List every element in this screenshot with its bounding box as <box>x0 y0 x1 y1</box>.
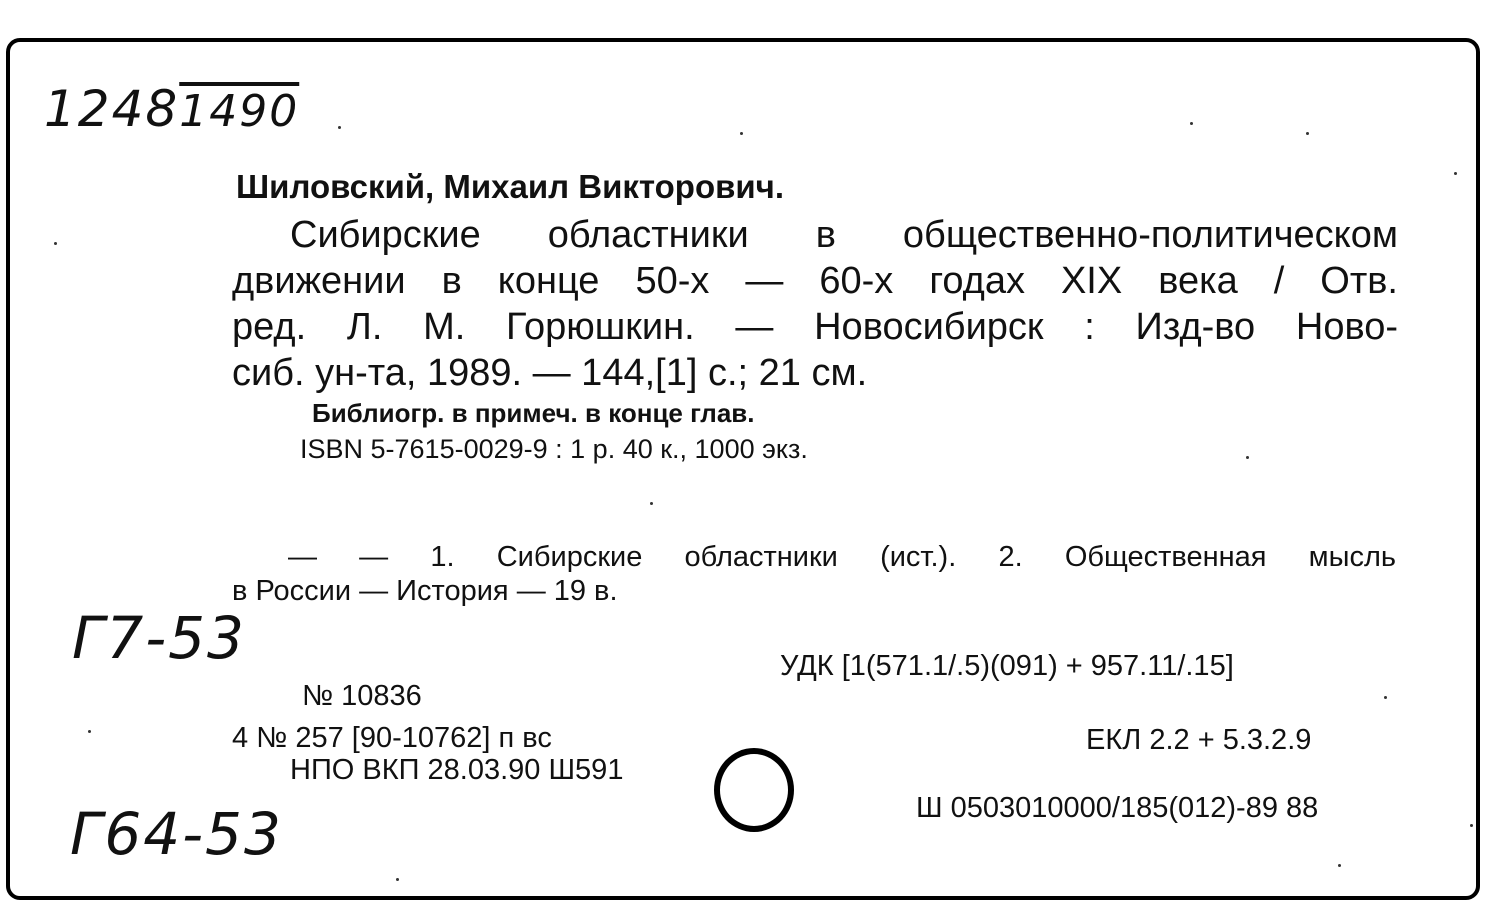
title-line: движении в конце 50-х — 60-х годах XIX века / Отв. <box>232 260 1398 302</box>
speck <box>88 730 91 733</box>
catalog-card <box>6 38 1480 900</box>
npo-line: НПО ВКП 28.03.90 Ш591 <box>290 754 624 786</box>
subject-line: в России — История — 19 в. <box>232 575 618 607</box>
speck <box>1454 172 1457 175</box>
author-name: Шиловский, Михаил Викторович. <box>236 168 785 205</box>
handwritten-number: 1248 <box>44 80 180 138</box>
speck <box>1246 456 1249 459</box>
title-line: Сибирские областники в общественно-политическом <box>290 214 1398 256</box>
handwritten-shelfmark: Г7-53 <box>72 604 246 672</box>
title-line: сиб. ун-та, 1989. — 144,[1] с.; 21 см. <box>232 352 868 394</box>
handwritten-inventory-number <box>44 80 299 138</box>
punch-hole-circle <box>714 748 794 832</box>
udk-code: УДК [1(571.1/.5)(091) + 957.11/.15] <box>780 650 1234 682</box>
speck <box>396 878 399 881</box>
speck <box>650 502 653 505</box>
order-line: 4 № 257 [90-10762] п вс <box>232 722 552 754</box>
handwritten-shelfmark: Г64-53 <box>70 800 283 868</box>
speck <box>338 126 341 129</box>
card-number: № 10836 <box>302 680 422 712</box>
speck <box>1190 122 1193 125</box>
speck <box>1470 824 1473 827</box>
title-line: ред. Л. М. Горюшкин. — Новосибирск : Изд-во Ново- <box>232 306 1398 348</box>
subject-line: — — 1. Сибирские областники (ист.). 2. Общественная мысль <box>288 541 1396 573</box>
speck <box>1338 864 1341 867</box>
ekl-code: ЕКЛ 2.2 + 5.3.2.9 <box>1086 724 1312 756</box>
title-block <box>232 212 1398 396</box>
sh-code: Ш 0503010000/185(012)-89 88 <box>916 792 1319 824</box>
subject-headings <box>232 540 1396 608</box>
speck <box>1306 132 1309 135</box>
bibliography-note: Библиогр. в примеч. в конце глав. <box>312 398 755 428</box>
isbn-line: ISBN 5-7615-0029-9 : 1 р. 40 к., 1000 экз. <box>300 434 808 464</box>
speck <box>740 132 743 135</box>
speck <box>1384 696 1387 699</box>
speck <box>54 242 57 245</box>
handwritten-year: 1490 <box>179 86 300 137</box>
